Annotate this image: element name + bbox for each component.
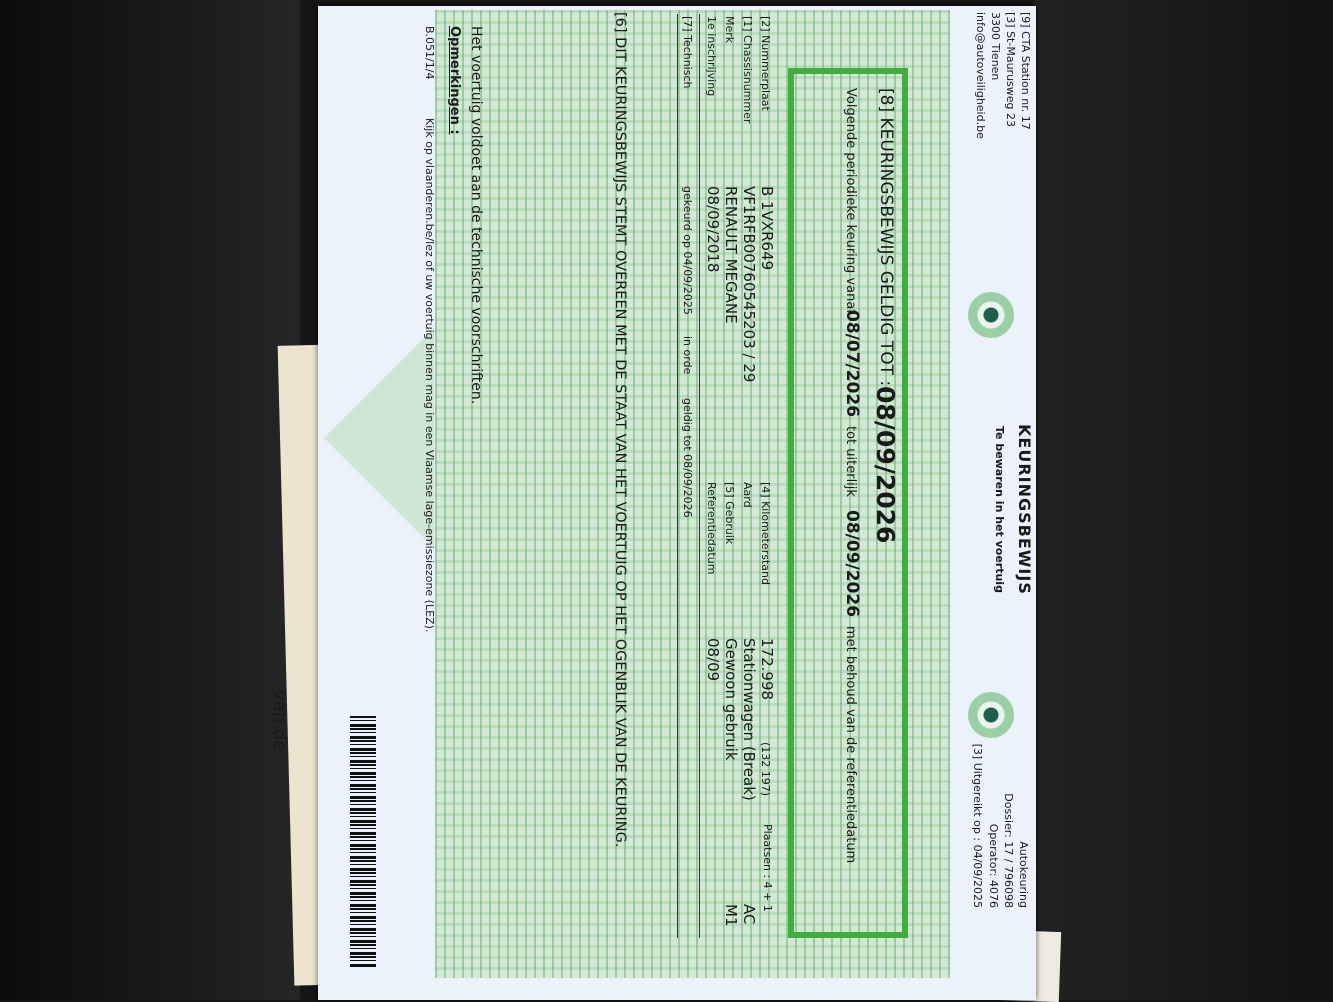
remarks-text: Kijk op vlaanderen.be/lez of uw voertuig binnen mag in een Vlaamse lage-emissiezone (LEZ). [423,118,436,633]
dossier-number: Dossier: 17 / 796098 [1002,793,1015,908]
remarks-code: B.051/1/4 [423,26,436,80]
technical-inspected-on: gekeurd op 04/09/2025 [681,186,694,315]
pattern-triangle [324,328,434,548]
valid-until-date: 08/09/2026 [871,386,900,544]
body-type-label: Aard [741,482,754,508]
technical-label: [7] Technisch [681,16,694,89]
station-number: [9] CTA Station nr. 17 [1019,12,1032,130]
divider-line [699,14,700,938]
brand-label: Merk [723,16,736,44]
first-registration-label: 1e inschrijving [705,16,718,97]
station-street: [3] St-Maurusweg 23 [1004,12,1017,128]
odometer-value: 172.998 [758,638,776,701]
next-inspection-from-date: 08/07/2026 [842,310,862,418]
inspection-type: Autokeuring [1017,841,1030,908]
valid-until-label: [8] KEURINGSBEWIJS GELDIG TOT : [876,88,896,387]
usage-label: [5] Gebruik [723,482,736,545]
technical-status: in orde [681,336,694,375]
validity-box [788,68,908,938]
background-left [0,0,300,1000]
plate-value: B 1VXR649 [758,186,776,271]
document-title: KEURINGSBEWIJS [1015,424,1034,595]
remarks-label: Opmerkingen : [447,26,462,135]
technical-compliance-text: Het voertuig voldoet aan de technische voorschriften. [468,26,484,405]
station-city: 3300 Tienen [989,12,1002,81]
chassis-label: [1] Chassisnummer [741,16,754,124]
divider-line [677,14,678,938]
next-inspection-to-date: 08/09/2026 [842,510,862,618]
background-right [1033,0,1333,1000]
eye-logo-right-icon [968,692,1014,738]
station-email: info@autoveiligheid.be [974,12,987,139]
seats-class: AC [740,904,758,925]
reference-date-label: Referentiedatum [705,482,718,575]
plate-label: [2] Nummerplaat [759,16,772,111]
barcode [350,716,376,968]
first-registration-value: 08/09/2018 [704,186,722,273]
underlying-document-text: van de [269,690,290,752]
brand-value: RENAULT MEGANE [722,186,740,324]
chassis-value: VF1RFB00760545203 / 29 [740,186,758,383]
odometer-label: [4] Kilometerstand [759,482,772,585]
keep-in-vehicle-note: Te bewaren in het voertuig [993,426,1006,593]
conformity-statement: [6] DIT KEURINGSBEWIJS STEMT OVEREEN MET DE STAAT VAN HET VOERTUIG OP HET OGENBLIK VAN DE KEURING. [612,12,628,848]
technical-valid-until: geldig tot 08/09/2026 [681,398,694,518]
next-inspection-to-label: tot uiterlijk [843,426,858,497]
operator-number: Operator: 4076 [987,823,1000,908]
issue-date: [3] Uitgereikt op : 04/09/2025 [971,743,984,908]
body-type-value: Stationwagen (Break) [740,638,758,801]
next-inspection-from-label: Volgende periodieke keuring vanaf [843,88,858,314]
inspection-certificate [318,6,1036,1000]
odometer-code: (132 197) [759,742,772,797]
reference-date-note: met behoud van de referentiedatum [843,626,858,864]
eye-logo-left-icon [968,292,1014,338]
usage-value: Gewoon gebruik [722,638,740,761]
vehicle-category: M1 [722,904,740,927]
seats-label: Plaatsen : 4 + 1 [761,824,774,912]
reference-date-value: 08/09 [704,638,722,682]
